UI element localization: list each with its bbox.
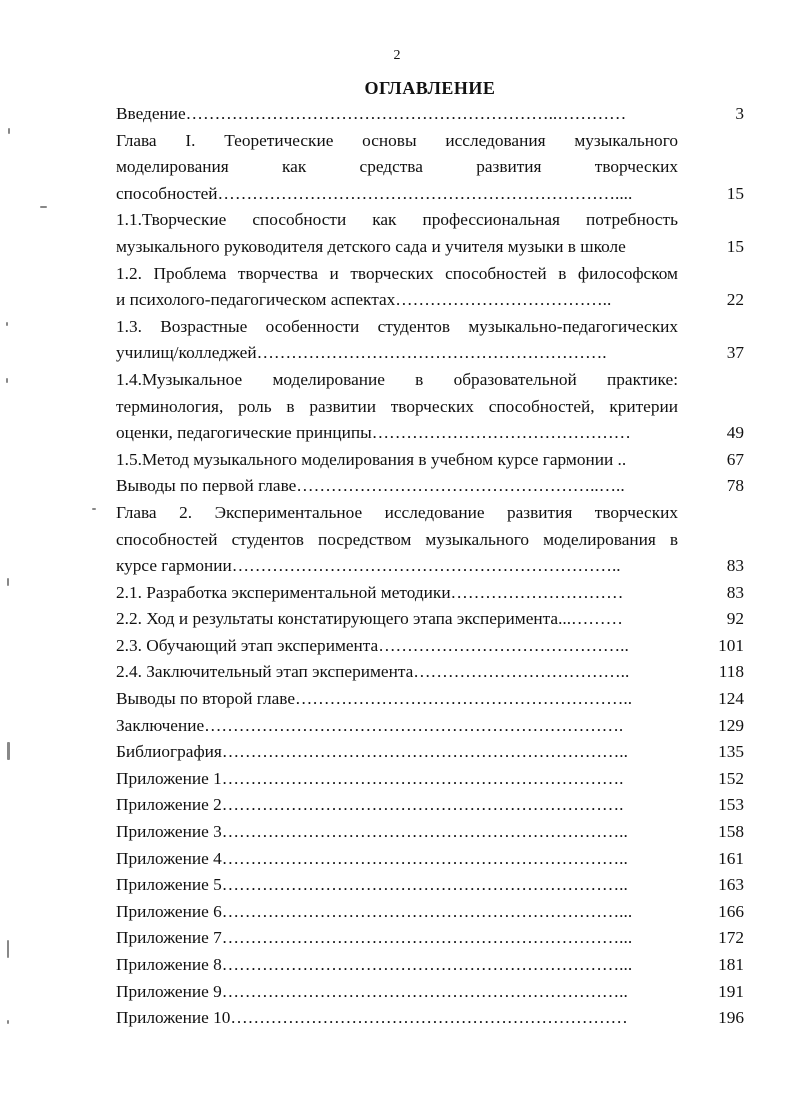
toc-entry-text: Приложение 4…………………………………………………………….. — [116, 848, 628, 868]
toc-entry-page: 101 — [718, 635, 744, 655]
toc-entry-page: 92 — [726, 609, 744, 629]
scan-artifact — [7, 742, 10, 760]
toc-entry — [116, 713, 744, 740]
toc-entry — [116, 367, 744, 447]
page-number: 2 — [393, 48, 401, 63]
scan-artifact — [6, 378, 8, 383]
table-of-contents — [116, 101, 744, 1032]
toc-entry-page: 118 — [718, 662, 744, 682]
toc-entry-page: 196 — [718, 1008, 744, 1028]
toc-entry — [116, 739, 744, 766]
toc-entry — [116, 872, 744, 899]
toc-entry-text: Глава I. Теоретические основы исследования музыкального — [116, 130, 678, 150]
toc-entry-page: 15 — [726, 236, 744, 256]
toc-entry-page: 22 — [726, 290, 744, 310]
toc-entry — [116, 766, 744, 793]
toc-entry-page: 166 — [718, 901, 744, 921]
toc-entry — [116, 314, 744, 367]
toc-entry — [116, 101, 744, 128]
scan-artifact — [7, 578, 9, 586]
toc-entry-text: 1.1.Творческие способности как профессиональная потребность — [116, 210, 678, 230]
toc-entry-text: Глава 2. Экспериментальное исследование развития творческих — [116, 502, 678, 522]
toc-entry-text: музыкального руководителя детского сада и учителя музыки в школе — [116, 236, 626, 256]
toc-entry — [116, 500, 744, 580]
toc-entry-page: 152 — [718, 768, 744, 788]
toc-entry-text: Приложение 8……………………………………………………………... — [116, 955, 633, 974]
toc-entry — [116, 473, 744, 500]
toc-entry-text: 2.4. Заключительный этап эксперимента……………………………….. — [116, 662, 630, 682]
toc-entry — [116, 606, 744, 633]
toc-entry — [116, 207, 744, 260]
toc-entry-text: Приложение 6……………………………………………………………... — [116, 901, 633, 921]
toc-entry — [116, 633, 744, 660]
toc-entry — [116, 819, 744, 846]
toc-entry-page: 83 — [726, 582, 744, 602]
toc-entry-text: терминология, роль в развитии творческих способностей, критерии — [116, 396, 678, 416]
toc-entry — [116, 792, 744, 819]
toc-entry-text: Приложение 9…………………………………………………………….. — [116, 981, 628, 1001]
toc-entry-text: оценки, педагогические принципы……………………………………… — [116, 423, 631, 443]
scan-artifact — [6, 322, 8, 326]
toc-entry — [116, 580, 744, 607]
toc-entry-text: способностей студентов посредством музыкального моделирования в — [116, 529, 678, 549]
toc-entry-text: Приложение 1……………………………………………………………. — [116, 768, 624, 788]
toc-entry-text: Приложение 5…………………………………………………………….. — [116, 875, 628, 895]
toc-entry-page: 78 — [726, 476, 744, 496]
toc-entry-page: 163 — [718, 875, 744, 895]
toc-entry — [116, 659, 744, 686]
toc-entry-text: 1.2. Проблема творчества и творческих способностей в философском — [116, 263, 678, 283]
toc-entry-page: 181 — [718, 955, 744, 974]
toc-entry-page: 172 — [718, 928, 744, 948]
toc-entry — [116, 925, 744, 952]
toc-entry-text: Выводы по второй главе………………………………………………….. — [116, 689, 633, 709]
toc-entry — [116, 128, 744, 208]
toc-entry-page: 161 — [718, 848, 744, 868]
scan-artifact — [8, 128, 10, 134]
toc-entry-text: 1.4.Музыкальное моделирование в образовательной практике: — [116, 369, 678, 389]
toc-entry-page: 15 — [726, 183, 744, 203]
toc-entry — [116, 846, 744, 873]
toc-entry-text: Выводы по первой главе……………………………………………..….. — [116, 476, 625, 496]
toc-entry-page: 135 — [718, 742, 744, 762]
toc-entry — [116, 979, 744, 1006]
toc-entry-text: курсе гармонии………………………………………………………….. — [116, 556, 621, 576]
toc-entry-text: Приложение 7……………………………………………………………... — [116, 928, 633, 948]
toc-entry-text: и психолого-педагогическом аспектах……………………………….. — [116, 290, 612, 310]
toc-entry-text: моделирования как средства развития творческих — [116, 157, 678, 177]
toc-entry-page: 3 — [735, 104, 744, 123]
scan-artifact — [7, 1020, 9, 1024]
toc-entry-page: 129 — [718, 715, 744, 735]
toc-entry — [116, 686, 744, 713]
toc-entry-text: училищ/колледжей……………………………………………………. — [116, 343, 607, 363]
toc-entry-page: 158 — [718, 822, 744, 842]
toc-entry — [116, 952, 744, 979]
scan-artifact — [92, 508, 96, 510]
toc-entry-page: 67 — [726, 449, 744, 469]
toc-entry-text: 1.3. Возрастные особенности студентов музыкально-педагогических — [116, 316, 678, 336]
toc-entry — [116, 899, 744, 926]
toc-entry — [116, 1005, 744, 1032]
toc-entry-text: 2.1. Разработка экспериментальной методики………………………… — [116, 582, 624, 602]
toc-entry-page: 153 — [718, 795, 744, 815]
toc-entry-text: 2.2. Ход и результаты констатирующего этапа эксперимента...……… — [116, 609, 623, 629]
scan-artifact — [7, 940, 9, 958]
toc-entry-page: 83 — [726, 556, 744, 576]
toc-entry-page: 49 — [726, 423, 744, 443]
toc-entry-text: Приложение 10…………………………………………………………… — [116, 1008, 628, 1028]
toc-entry-page: 191 — [718, 981, 744, 1001]
toc-entry-text: Библиография…………………………………………………………….. — [116, 742, 628, 762]
scan-artifact — [40, 206, 47, 208]
toc-title: ОГЛАВЛЕНИЕ — [364, 78, 496, 98]
toc-entry-text: 2.3. Обучающий этап эксперимента…………………………………….. — [116, 635, 629, 655]
toc-entry — [116, 447, 744, 474]
toc-entry-text: Приложение 2……………………………………………………………. — [116, 795, 624, 815]
toc-entry-text: способностей…………………………………………………………….... — [116, 183, 633, 203]
toc-entry-text: Приложение 3…………………………………………………………….. — [116, 822, 628, 842]
toc-entry-text: Введение………………………………………………………..………… — [116, 104, 627, 123]
toc-entry-text: Заключение………………………………………………………………. — [116, 715, 624, 735]
toc-entry — [116, 261, 744, 314]
toc-entry-page: 37 — [726, 343, 744, 363]
toc-entry-text: 1.5.Метод музыкального моделирования в учебном курсе гармонии .. — [116, 449, 627, 469]
toc-entry-page: 124 — [718, 689, 744, 709]
